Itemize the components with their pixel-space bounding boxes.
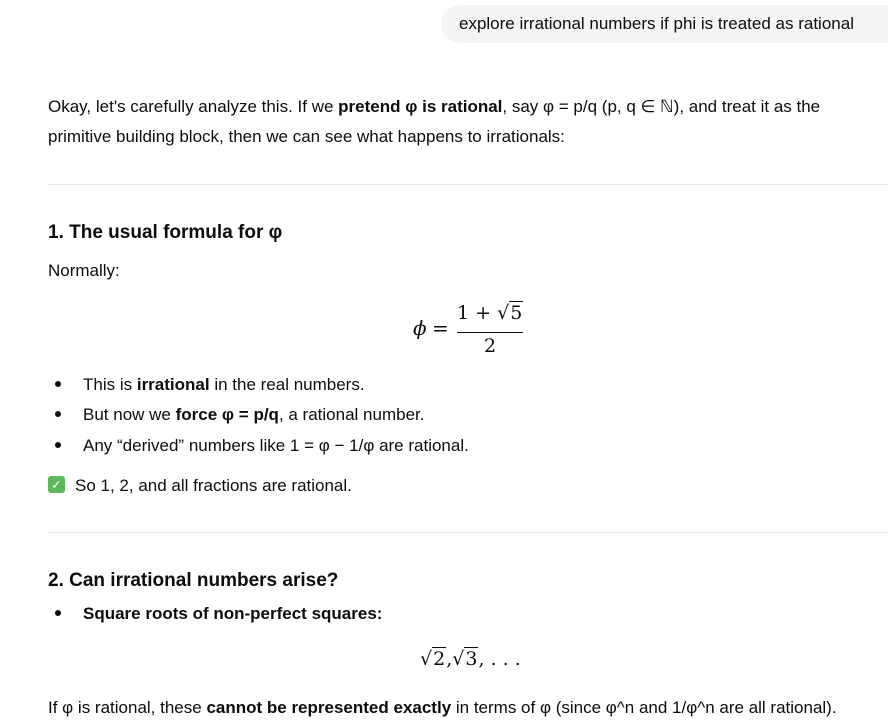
last-text-2: in terms of φ (since φ^n and 1/φ^n are all rational). [451, 698, 837, 717]
formula-numerator [457, 302, 523, 324]
check-line [48, 473, 352, 499]
intro-text-2: , say φ = p/q (p, q ∈ ℕ), and treat it as the [502, 97, 821, 116]
last-bold: cannot be represented exactly [206, 698, 452, 717]
bullet-bold: Square roots of non-perfect squares: [83, 604, 383, 623]
last-text-1: If φ is rational, these [48, 698, 207, 717]
section2-last-line [48, 695, 837, 721]
bullet-text: Any “derived” numbers like 1 = φ − 1/φ are rational. [83, 436, 469, 455]
bullet-bold: force φ = p/q [175, 405, 279, 424]
bullet-square-roots [55, 601, 382, 627]
bullet-text: This is [83, 375, 137, 394]
formula-denominator: 2 [484, 335, 497, 357]
check-text: So 1, 2, and all fractions are rational. [75, 476, 352, 495]
bullet-derived [55, 433, 469, 459]
intro-paragraph [48, 92, 888, 152]
fraction-bar [457, 332, 523, 333]
section2-heading: 2. Can irrational numbers arise? [48, 570, 339, 591]
radicand-three: 3 [465, 648, 478, 670]
normally-label: Normally: [48, 261, 120, 280]
intro-text-3: primitive building block, then we can see what happens to irrationals: [48, 127, 565, 146]
divider-1 [48, 184, 888, 185]
bullet-bold: irrational [136, 375, 210, 394]
ellipsis: , . . . [478, 648, 521, 670]
bullet-dot [55, 411, 61, 417]
section1-heading: 1. The usual formula for φ [48, 222, 283, 243]
numerator-one-plus: 1 + [457, 302, 498, 324]
bullet-irrational [55, 372, 365, 398]
user-message-bubble [441, 5, 888, 43]
roots-formula [420, 648, 521, 670]
radicand-two: 2 [433, 648, 446, 670]
intro-text-1: Okay, let's carefully analyze this. If we [48, 97, 339, 116]
check-mark-icon: ✓ [48, 476, 65, 493]
sqrt-three: √3 [452, 648, 478, 670]
sqrt-five: √5 [497, 302, 523, 324]
intro-bold: pretend φ is rational [338, 97, 503, 116]
phi-symbol: ϕ [413, 316, 427, 340]
sqrt-two: √2 [420, 648, 446, 670]
bullet-dot [55, 381, 61, 387]
bullet-text: in the real numbers. [209, 375, 365, 394]
user-message-text: explore irrational numbers if phi is treated as rational [459, 14, 854, 33]
bullet-text: But now we [83, 405, 176, 424]
bullet-dot [55, 610, 61, 616]
bullet-dot [55, 442, 61, 448]
assistant-intro [48, 92, 888, 152]
equals-sign: = [432, 316, 449, 340]
bullet-force [55, 402, 424, 428]
bullet-text: , a rational number. [278, 405, 425, 424]
radicand-five: 5 [510, 302, 523, 324]
comma: , [446, 648, 453, 670]
divider-2 [48, 532, 888, 533]
